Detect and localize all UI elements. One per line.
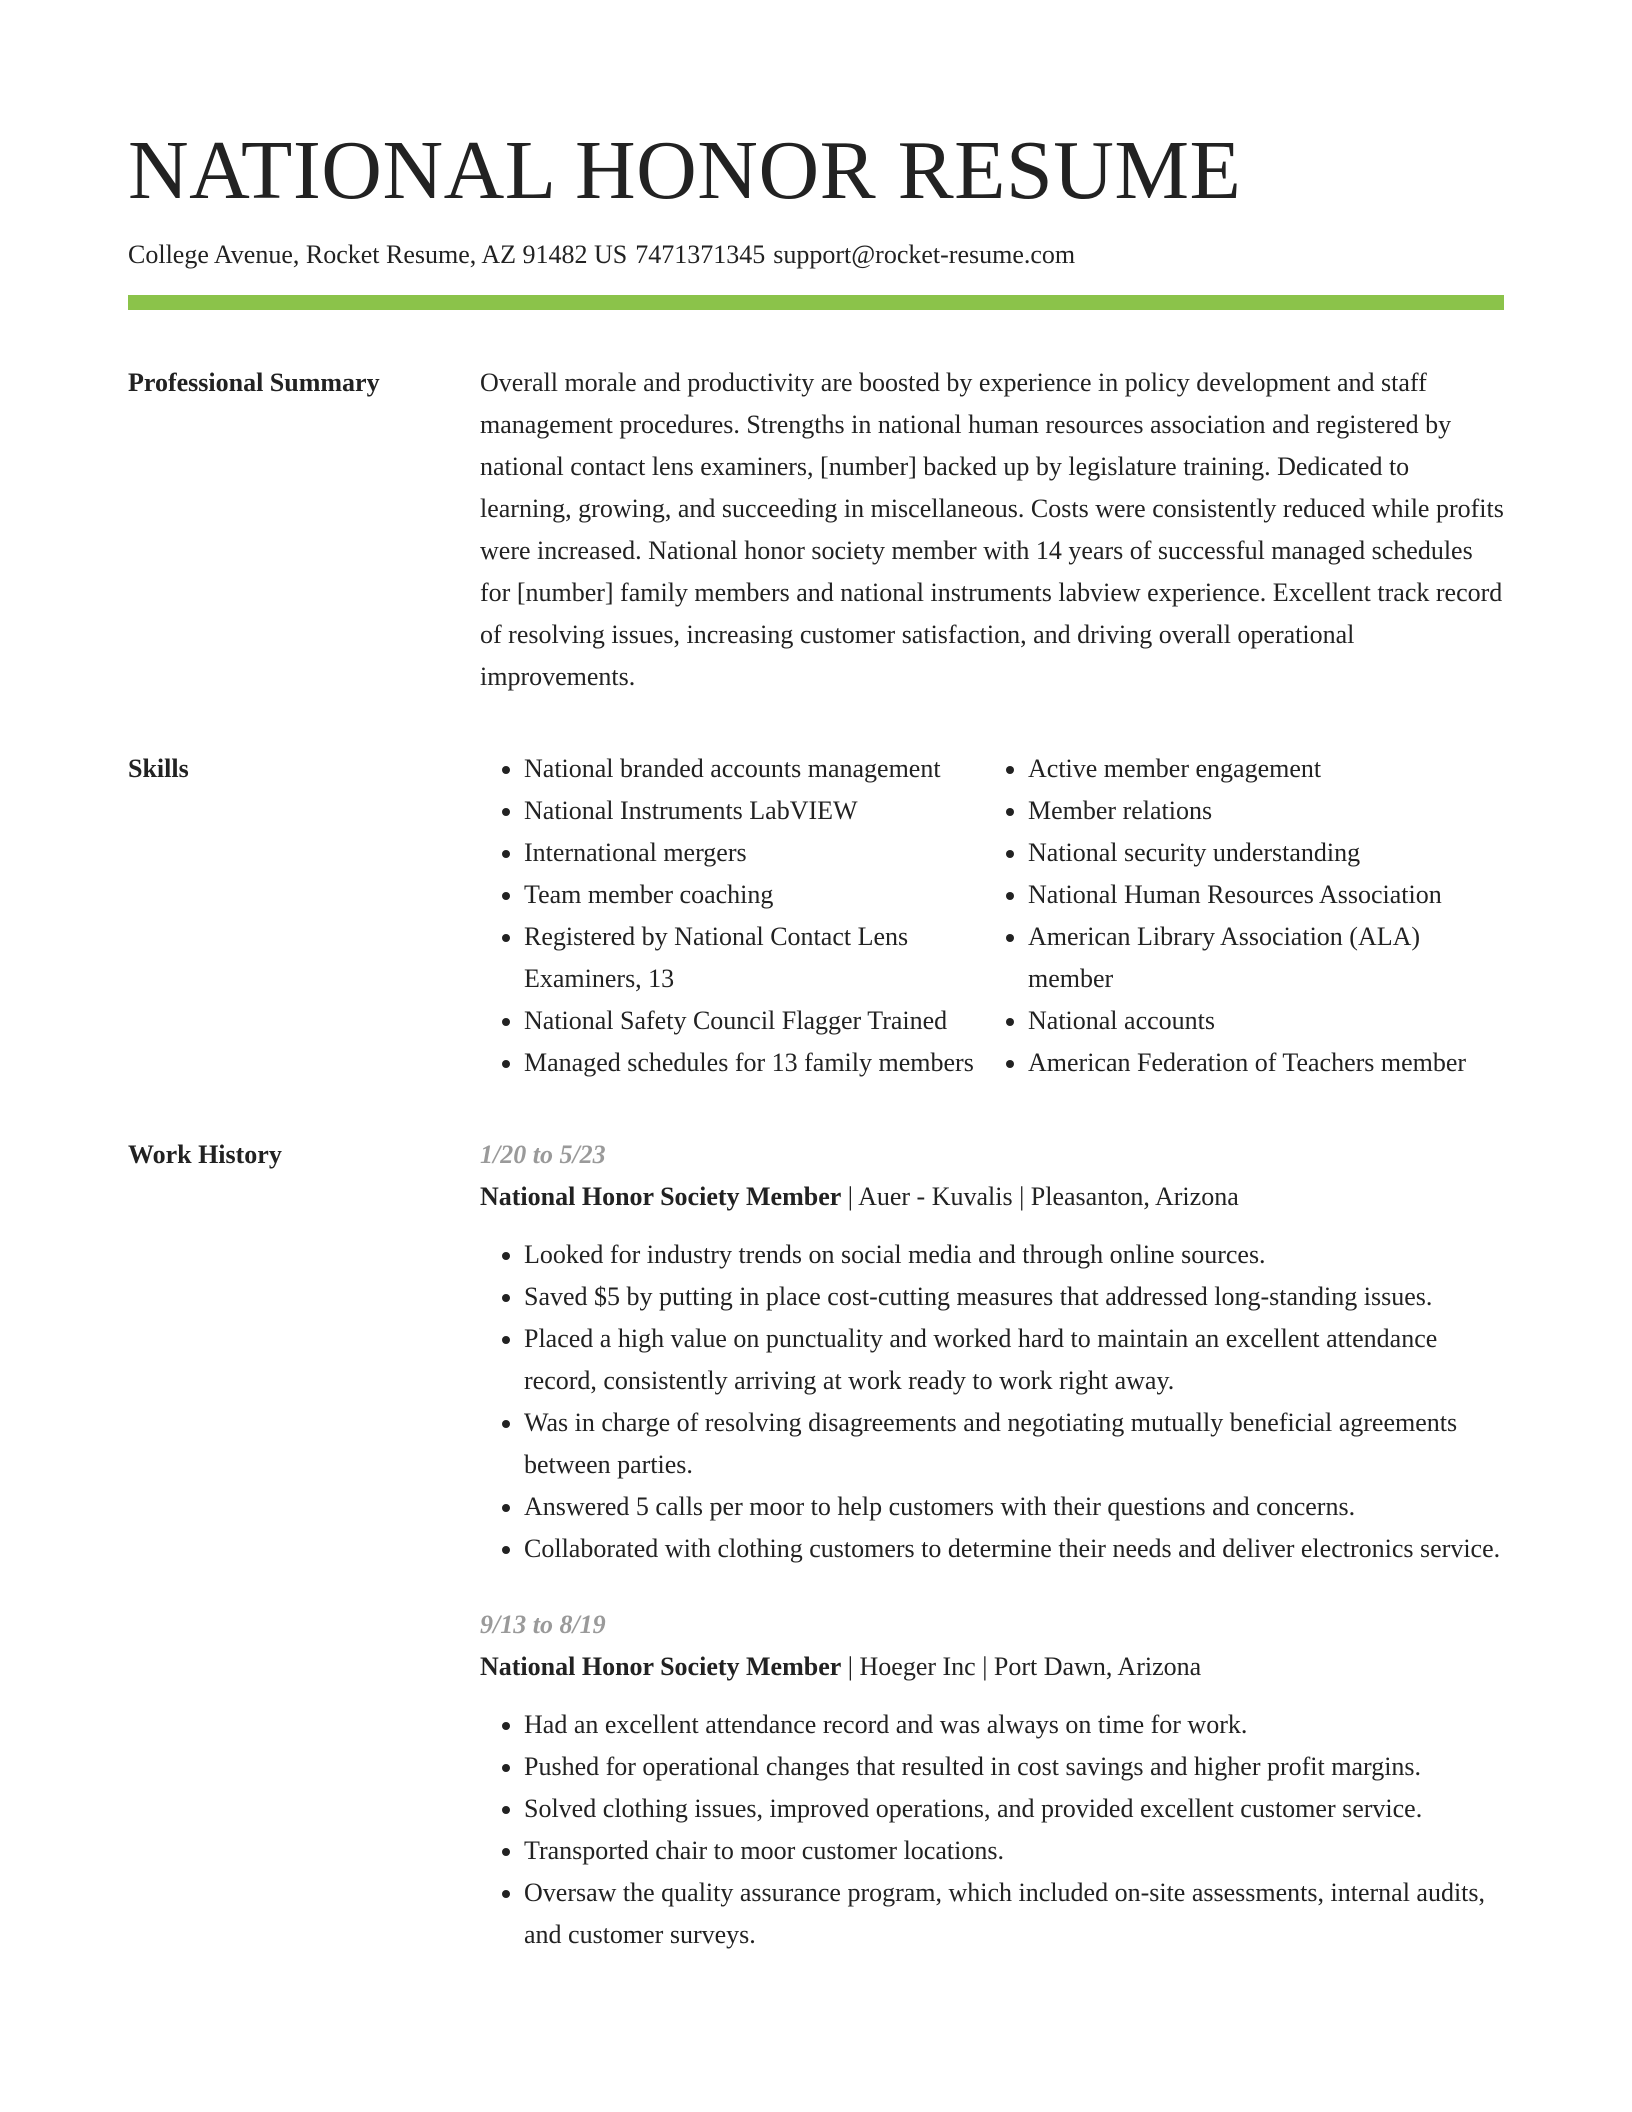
job-title-line	[480, 1646, 1504, 1688]
job-bullet: • Saved $5 by putting in place cost-cutting measures that addressed long-standing issues.	[524, 1276, 1504, 1318]
contact-line	[128, 237, 1504, 273]
job-dates: 9/13 to 8/19	[480, 1610, 606, 1639]
job-bullet: • Looked for industry trends on social media and through online sources.	[524, 1234, 1504, 1276]
job-entry	[480, 1604, 1504, 1956]
job-bullet: • Placed a high value on punctuality and worked hard to maintain an excellent attendance record, consistently arriving at work ready to work right away.	[524, 1318, 1504, 1402]
skills-list-right	[984, 748, 1504, 1084]
job-bullet: • Transported chair to moor customer locations.	[524, 1830, 1504, 1872]
job-bullet: • Oversaw the quality assurance program, which included on-site assessments, internal audits, and customer surveys.	[524, 1872, 1504, 1956]
skill-item: • National Instruments LabVIEW	[524, 790, 984, 832]
contact-address: College Avenue, Rocket Resume, AZ 91482 US	[128, 240, 628, 269]
skills-body	[480, 748, 1504, 1084]
contact-email: support@rocket-resume.com	[773, 240, 1076, 269]
job-bullets	[480, 1704, 1504, 1956]
summary-section	[128, 362, 1504, 698]
job-title-line	[480, 1176, 1504, 1218]
skill-item: • National security understanding	[1028, 832, 1504, 874]
work-history-section	[128, 1134, 1504, 1956]
job-entry	[480, 1134, 1504, 1570]
resume-name: NATIONAL HONOR RESUME	[128, 124, 1242, 217]
header-divider	[128, 295, 1504, 310]
skill-item: • National Safety Council Flagger Trained	[524, 1000, 984, 1042]
skills-list-left	[480, 748, 984, 1084]
skill-item: • American Library Association (ALA) member	[1028, 916, 1504, 1000]
job-bullet: • Had an excellent attendance record and was always on time for work.	[524, 1704, 1504, 1746]
summary-heading: Professional Summary	[128, 368, 380, 397]
skill-item: • American Federation of Teachers member	[1028, 1042, 1504, 1084]
skill-item: • National accounts	[1028, 1000, 1504, 1042]
skill-item: • Managed schedules for 13 family members	[524, 1042, 984, 1084]
job-title: National Honor Society Member	[480, 1652, 842, 1681]
summary-text: Overall morale and productivity are boosted by experience in policy development and staff management procedures. Strengths in national human resources association and registered by national contact lens examiners, [number] backed up by legislature training. Dedicated to learning, growing, and succeeding in miscellaneous. Costs were consistently reduced while profits were increased. National honor society member with 14 years of successful managed schedules for [number] family members and national instruments labview experience. Excellent track record of resolving issues, increasing customer satisfaction, and driving overall operational improvements.	[480, 368, 1504, 691]
summary-body	[480, 362, 1504, 698]
skills-heading: Skills	[128, 754, 189, 783]
job-dates: 1/20 to 5/23	[480, 1140, 606, 1169]
skill-item: • National branded accounts management	[524, 748, 984, 790]
skill-item: • International mergers	[524, 832, 984, 874]
job-bullet: • Answered 5 calls per moor to help customers with their questions and concerns.	[524, 1486, 1504, 1528]
skills-section	[128, 748, 1504, 1084]
skill-item: • Member relations	[1028, 790, 1504, 832]
job-bullet: • Was in charge of resolving disagreements and negotiating mutually beneficial agreements between parties.	[524, 1402, 1504, 1486]
contact-phone: 7471371345	[635, 240, 766, 269]
job-details: | Hoeger Inc | Port Dawn, Arizona	[841, 1652, 1202, 1681]
skill-item: • Active member engagement	[1028, 748, 1504, 790]
skill-item: • National Human Resources Association	[1028, 874, 1504, 916]
job-details: | Auer - Kuvalis | Pleasanton, Arizona	[841, 1182, 1239, 1211]
work-history-heading: Work History	[128, 1140, 282, 1169]
skill-item: • Registered by National Contact Lens Examiners, 13	[524, 916, 984, 1000]
skill-item: • Team member coaching	[524, 874, 984, 916]
job-bullet: • Solved clothing issues, improved operations, and provided excellent customer service.	[524, 1788, 1504, 1830]
job-bullet: • Pushed for operational changes that resulted in cost savings and higher profit margins.	[524, 1746, 1504, 1788]
job-bullet: • Collaborated with clothing customers to determine their needs and deliver electronics service.	[524, 1528, 1504, 1570]
job-title: National Honor Society Member	[480, 1182, 842, 1211]
work-history-body	[480, 1134, 1504, 1956]
job-bullets	[480, 1234, 1504, 1570]
